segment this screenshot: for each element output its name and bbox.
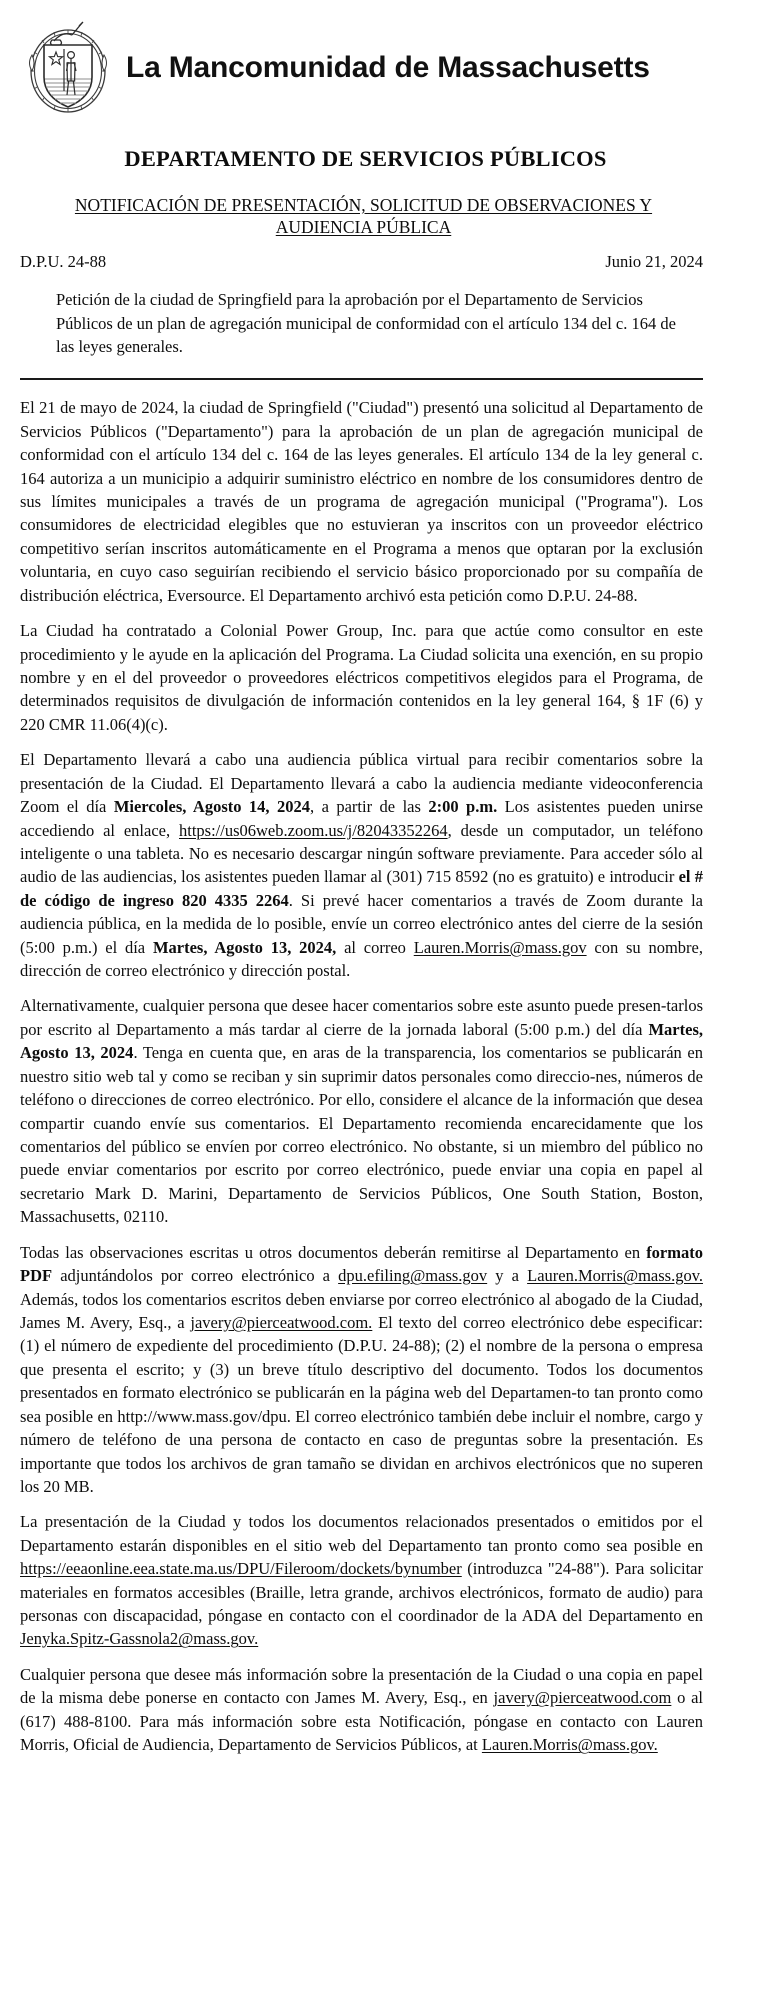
hearing-time-lead: , a partir de las — [310, 797, 429, 817]
case-caption: Petición de la ciudad de Springfield para la aprobación por el Departamento de Servicios Públicos de un plan de agregación municipal de conformidad con el artículo 134 del c. 164 de las leyes generales. — [56, 290, 676, 356]
paragraph-2-text: La Ciudad ha contratado a Colonial Power Group, Inc. para que actúe como consultor en este procedimiento y le ayude en la aplicación del Programa. La Ciudad solicita una exención, en su propio nombre y en el del proveedor o proveedores eléctricos competitivos elegidos para el Programa, de determinados requisitos de divulgación de información contenidos en la ley general 164, § 1F (6) y 220 CMR 11.06(4)(c). — [20, 621, 703, 734]
masthead — [12, 10, 737, 120]
paragraph-4-written-comments — [20, 994, 703, 1228]
hearing-officer-email-link-3[interactable]: Lauren.Morris@mass.gov. — [481, 1735, 658, 1755]
comment-deadline-date: Martes, Agosto 13, 2024, — [152, 937, 337, 957]
paragraph-3-hearing — [20, 748, 703, 982]
document-date: Junio 21, 2024 — [605, 252, 703, 272]
city-counsel-email-link-2[interactable]: javery@pierceatwood.com — [493, 1688, 672, 1708]
hearing-time: 2:00 p.m. — [428, 797, 498, 817]
filing-requirements-text: El texto del correo electrónico debe especificar: (1) el número de expediente del procedimiento (D.P.U. 24-88); (2) el nombre de la persona o empresa que presenta el escrito; y (3) un breve título descriptivo del documento. Todos los documentos presentados en formato electrónico se publicarán en la página web del Departamen-to tan pronto como sea posible en http://www.mass.gov/dpu. El correo electrónico también debe incluir el nombre, cargo y número de teléfono de una persona de contacto en caso de preguntas sobre la presentación. Es importante que todos los archivos de gran tamaño se dividan en archivos electrónicos que no superen los 20 MB. — [20, 1312, 703, 1496]
filing-email-conjunction: y a — [487, 1266, 528, 1286]
paragraph-5-filing-format — [20, 1241, 703, 1499]
city-counsel-lead: Además, todos los comentarios escritos deben enviarse por correo electrónico al abogado de la Ciudad, James M. Avery, Esq., a — [20, 1289, 703, 1332]
hearing-intro: El Departamento llevará a cabo una audiencia pública virtual para recibir comentarios sobre la presentación de la Ciudad. El Departamento llevará a cabo la audiencia mediante videoconferencia Zoom el día — [20, 750, 703, 817]
city-counsel-email-link[interactable]: javery@pierceatwood.com. — [190, 1312, 373, 1332]
hearing-dialin-text: , desde un computador, un teléfono inteligente o una tableta. No es necesario descargar ningún software previamente. Para acceder sólo al audio de las audiencias, los asistentes pueden llamar al (301) 715 8592 (no es gratuito) e introducir — [20, 820, 703, 887]
pdf-format-label: formato PDF — [20, 1242, 703, 1286]
zoom-meeting-code: el # de código de ingreso 820 4335 2264 — [20, 867, 703, 910]
paragraph-1 — [20, 396, 703, 607]
notice-heading-line1: NOTIFICACIÓN DE PRESENTACIÓN, SOLICITUD DE OBSERVACIONES Y — [74, 195, 653, 215]
hearing-comment-text: . Si prevé hacer comentarios a través de Zoom durante la audiencia pública, en la medida de lo posible, envíe un correo electrónico antes del cierre de la sesión (5:00 p.m.) el día — [20, 890, 703, 957]
written-comments-body: . Tenga en cuenta que, en aras de la transparencia, los comentarios se publicarán en nuestro sitio web tal y como se reciban y sin suprimir datos personales como direccio-nes, números de teléfono o direcciones de correo electrónico. Por ello, considere el alcance de la información que desea compartir cuando envíe sus comentarios. El Departamento recomienda encarecidamente que los comentarios del público se envíen por correo electrónico. No obstante, si un miembro del público no puede enviar comentarios por escrito por correo electrónico, puede enviar una copia en papel al secretario Mark D. Marini, Departamento de Servicios Públicos, One South Station, Boston, Massachusetts, 02110. — [20, 1043, 703, 1227]
hearing-officer-email-link[interactable]: Lauren.Morris@mass.gov — [413, 937, 587, 957]
document-body — [20, 396, 703, 1756]
horizontal-divider — [20, 378, 703, 380]
notice-heading — [20, 194, 707, 238]
notice-heading-line2: AUDIENCIA PÚBLICA — [275, 217, 452, 238]
hearing-date: Miercoles, Agosto 14, 2024 — [113, 797, 311, 817]
paragraph-1-text: El 21 de mayo de 2024, la ciudad de Springfield ("Ciudad") presentó una solicitud al Departamento de Servicios Públicos ("Departamento") para la aprobación de un plan de agregación municipal de conformidad con el artículo 134 del c. 164 de las leyes generales. El artículo 134 de la ley general c. 164 autoriza a un municipio a adquirir suministro eléctrico en nombre de los consumidores dentro de sus límites municipales a través de un programa de agregación municipal ("Programa"). Los consumidores de electricidad elegibles que no estuvieran ya inscritos con un proveedor eléctrico competitivo serían inscritos automáticamente en el Programa a menos que optaran por la exclusión voluntaria, en cuyo caso seguirían recibiendo el servicio básico proporcionado por su compañía de distribución eléctrica, Eversource. El Departamento archivó esta petición como D.P.U. 24-88. — [20, 398, 703, 605]
docket-row — [20, 252, 731, 272]
hearing-join-text: Los asistentes pueden unirse accediendo al enlace, — [20, 797, 703, 840]
zoom-link[interactable]: https://us06web.zoom.us/j/82043352264 — [179, 820, 448, 840]
hearing-officer-email-link-2[interactable]: Lauren.Morris@mass.gov. — [527, 1266, 703, 1286]
massachusetts-state-seal-icon — [24, 19, 112, 117]
masthead-title: La Mancomunidad de Massachusetts — [126, 51, 650, 84]
ada-accessibility-text: (introduzca "24-88"). Para solicitar materiales en formatos accesibles (Braille, letra grande, archivos electrónicos, formato de audio) para personas con discapacidad, póngase en contacto con el coordinador de la ADA del Departamento en — [20, 1559, 703, 1626]
hearing-email-lead: al correo — [336, 937, 414, 957]
fileroom-docket-link[interactable]: https://eeaonline.eea.state.ma.us/DPU/Fileroom/dockets/bynumber — [20, 1559, 462, 1579]
docket-number: D.P.U. 24-88 — [20, 252, 107, 272]
contacts-intro: Cualquier persona que desee más información sobre la presentación de la Ciudad o una copia en papel de la misma debe ponerse en contacto con James M. Avery, Esq., en — [20, 1664, 703, 1708]
paragraph-6-availability — [20, 1510, 703, 1651]
paragraph-7-contacts — [20, 1663, 703, 1757]
availability-intro: La presentación de la Ciudad y todos los documentos relacionados presentados o emitidos por el Departamento estarán disponibles en el sitio web del Departamento tan pronto como sea posible en — [20, 1512, 703, 1555]
written-comments-intro: Alternativamente, cualquier persona que desee hacer comentarios sobre este asunto puede presen-tarlos por escrito al Departamento a más tardar al cierre de la jornada laboral (5:00 p.m.) del día — [20, 996, 703, 1039]
contacts-phone-text: o al (617) 488-8100. Para más información sobre esta Notificación, póngase en contacto con Lauren Morris, Oficial de Audiencia, Departamento de Servicios Públicos, at — [20, 1688, 703, 1755]
efiling-email-link[interactable]: dpu.efiling@mass.gov — [338, 1266, 488, 1286]
department-heading: DEPARTAMENTO DE SERVICIOS PÚBLICOS — [124, 146, 607, 171]
filing-email-lead: adjuntándolos por correo electrónico a — [52, 1266, 339, 1286]
written-comments-deadline: Martes, Agosto 13, 2024 — [20, 1019, 703, 1063]
filing-format-intro: Todas las observaciones escritas u otros documentos deberán remitirse al Departamento en — [20, 1242, 647, 1262]
hearing-email-tail: con su nombre, dirección de correo electrónico y dirección postal. — [20, 937, 704, 981]
paragraph-2 — [20, 619, 703, 736]
ada-coordinator-email-link[interactable]: Jenyka.Spitz-Gassnola2@mass.gov. — [20, 1629, 259, 1649]
